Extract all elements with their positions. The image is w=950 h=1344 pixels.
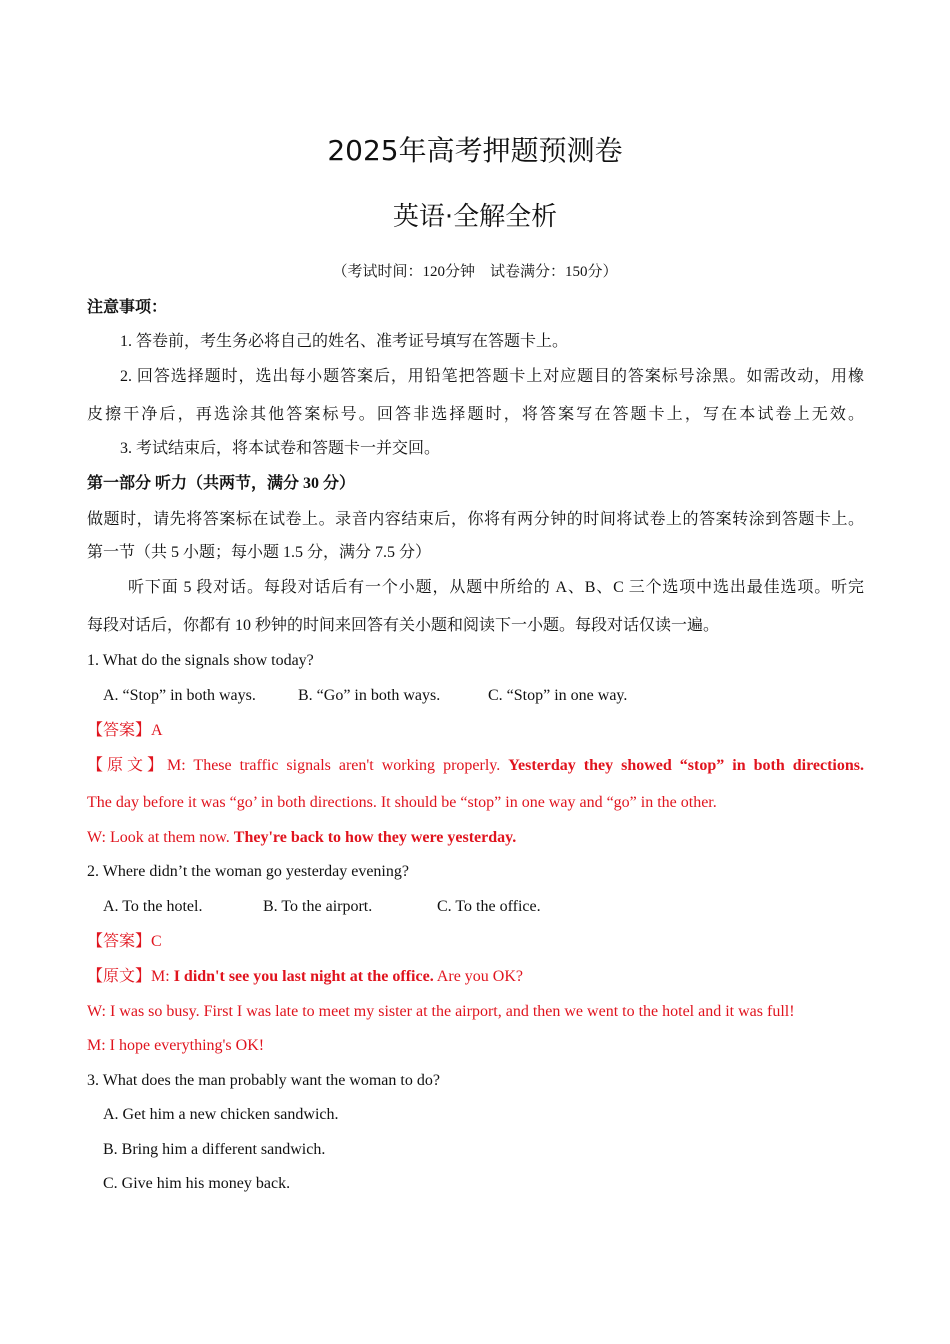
section1-heading: 第一节（共 5 小题；每小题 1.5 分，满分 7.5 分） (87, 544, 432, 561)
note-item-1: 1. 答卷前，考生务必将自己的姓名、准考证号填写在答题卡上。 (120, 333, 569, 350)
question-2-stem: 2. Where didn’t the woman go yesterday evening? (87, 863, 409, 880)
note-item-3: 3. 考试结束后，将本试卷和答题卡一并交回。 (120, 440, 441, 457)
question-2-source-line-2: W: I was so busy. First I was late to meet my sister at the airport, and then we went to the hotel and it was full! (87, 1003, 795, 1020)
answer-value: C (151, 933, 162, 950)
question-1-option-a: A. “Stop” in both ways. (103, 687, 256, 704)
question-1-source-line-2: The day before it was “go’ in both directions. It should be “stop” in one way and “go” in the other. (87, 794, 717, 811)
question-2-option-b: B. To the airport. (263, 898, 373, 915)
notes-heading: 注意事项： (87, 299, 168, 316)
exam-subtitle: 英语·全解全析 (392, 202, 558, 232)
exam-info: （考试时间：120分钟 试卷满分：150分） (332, 264, 618, 280)
question-1-options (103, 686, 864, 706)
question-2-source-line-1 (87, 967, 864, 987)
question-1-source-line-1 (87, 756, 864, 776)
question-3-option-b: B. Bring him a different sandwich. (103, 1141, 326, 1158)
source-key-text: They're back to how they were yesterday. (233, 829, 517, 846)
question-3-option-a: A. Get him a new chicken sandwich. (103, 1106, 339, 1123)
question-1-stem: 1. What do the signals show today? (87, 652, 314, 669)
question-1-answer (87, 721, 864, 741)
source-text: M: (151, 968, 174, 985)
note-item-2-line-1: 2. 回答选择题时，选出每小题答案后，用铅笔把答题卡上对应题目的答案标号涂黑。如需改动，用橡 (120, 368, 864, 385)
answer-label: 【答案】 (87, 933, 152, 950)
question-3-stem: 3. What does the man probably want the woman to do? (87, 1072, 440, 1089)
source-label: 【原文】 (87, 757, 168, 774)
answer-value: A (151, 722, 163, 739)
source-label: 【原文】 (87, 968, 152, 985)
question-1-source-line-3 (87, 828, 864, 848)
question-2-option-a: A. To the hotel. (103, 898, 203, 915)
question-2-source-line-3: M: I hope everything's OK! (87, 1037, 265, 1054)
source-key-text: Yesterday they showed “stop” in both directions. (508, 757, 865, 774)
question-2-option-c: C. To the office. (437, 898, 541, 915)
note-item-2-line-2: 皮擦干净后，再选涂其他答案标号。回答非选择题时，将答案写在答题卡上，写在本试卷上无效。 (87, 406, 864, 423)
directions-line-2: 每段对话后，你都有 10 秒钟的时间来回答有关小题和阅读下一小题。每段对话仅读一遍。 (87, 617, 720, 634)
part1-heading: 第一部分 听力（共两节，满分 30 分） (87, 475, 356, 492)
question-3-option-c: C. Give him his money back. (103, 1175, 291, 1192)
answer-label: 【答案】 (87, 722, 152, 739)
question-2-options (103, 897, 864, 917)
exam-title: 2025年高考押题预测卷 (327, 134, 623, 167)
question-1-option-b: B. “Go” in both ways. (298, 687, 441, 704)
part1-instruction: 做题时，请先将答案标在试卷上。录音内容结束后，你将有两分钟的时间将试卷上的答案转涂到答题卡上。 (87, 511, 864, 528)
question-1-option-c: C. “Stop” in one way. (488, 687, 628, 704)
source-text: M: These traffic signals aren't working properly. (167, 757, 509, 774)
source-key-text: I didn't see you last night at the office. (173, 968, 434, 985)
directions-line-1: 听下面 5 段对话。每段对话后有一个小题，从题中所给的 A、B、C 三个选项中选出最佳选项。听完 (128, 579, 864, 596)
source-text: W: Look at them now. (87, 829, 234, 846)
question-2-answer (87, 932, 864, 952)
source-text: Are you OK? (433, 968, 523, 985)
